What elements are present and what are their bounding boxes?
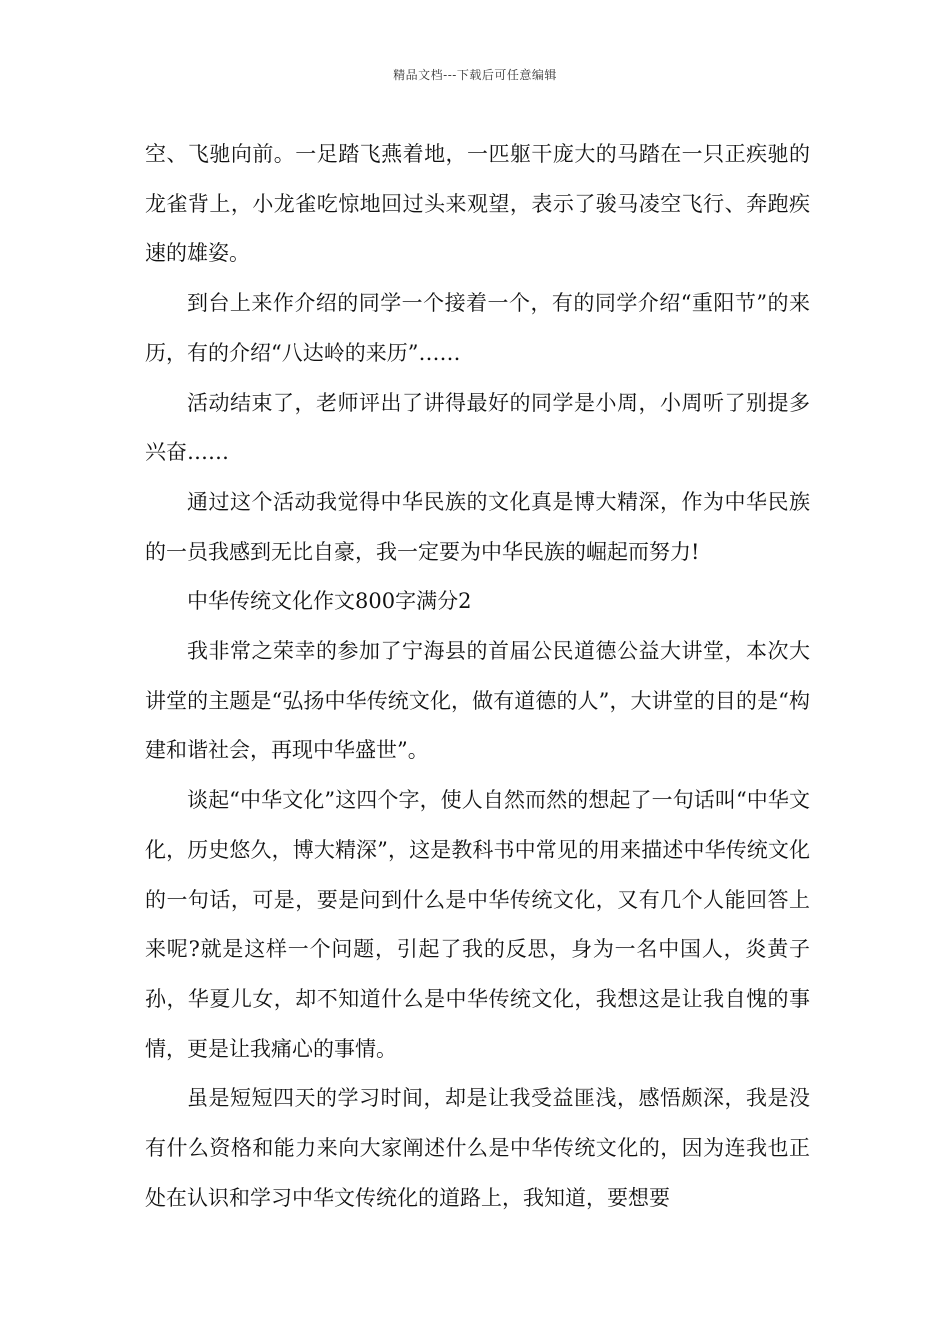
paragraph-2: 到台上来作介绍的同学一个接着一个，有的同学介绍“重阳节”的来历，有的介绍“八达岭的来历”…… [145, 291, 810, 365]
document-body [145, 130, 810, 1223]
paragraph-7: 虽是短短四天的学习时间，却是让我受益匪浅，感悟颇深，我是没有什么资格和能力来向大家阐述什么是中华传统文化的，因为连我也正处在认识和学习中华文传统化的道路上，我知道，要想要 [145, 1086, 810, 1210]
paragraph-1: 空、飞驰向前。一足踏飞燕着地，一匹躯干庞大的马踏在一只正疾驰的龙雀背上，小龙雀吃惊地回过头来观望，表示了骏马凌空飞行、奔跑疾速的雄姿。 [145, 142, 810, 266]
section-heading: 中华传统文化作文800字满分2 [187, 589, 472, 614]
paragraph-5: 我非常之荣幸的参加了宁海县的首届公民道德公益大讲堂，本次大讲堂的主题是“弘扬中华传统文化，做有道德的人”，大讲堂的目的是“构建和谐社会，再现中华盛世”。 [145, 639, 810, 763]
paragraph-3: 活动结束了，老师评出了讲得最好的同学是小周，小周听了别提多兴奋…… [145, 390, 810, 465]
paragraph-4: 通过这个活动我觉得中华民族的文化真是博大精深，作为中华民族的一员我感到无比自豪，我一定要为中华民族的崛起而努力! [145, 489, 810, 564]
page-header: 精品文档---下载后可任意编辑 [393, 68, 557, 82]
paragraph-6: 谈起“中华文化”这四个字，使人自然而然的想起了一句话叫“中华文化，历史悠久，博大精深”，这是教科书中常见的用来描述中华传统文化的一句话，可是，要是问到什么是中华传统文化，又有几个人能回答上来呢?就是这样一个问题，引起了我的反思，身为一名中国人，炎黄子孙，华夏儿女，却不知道什么是中华传统文化，我想这是让我自愧的事情，更是让我痛心的事情。 [145, 788, 810, 1061]
